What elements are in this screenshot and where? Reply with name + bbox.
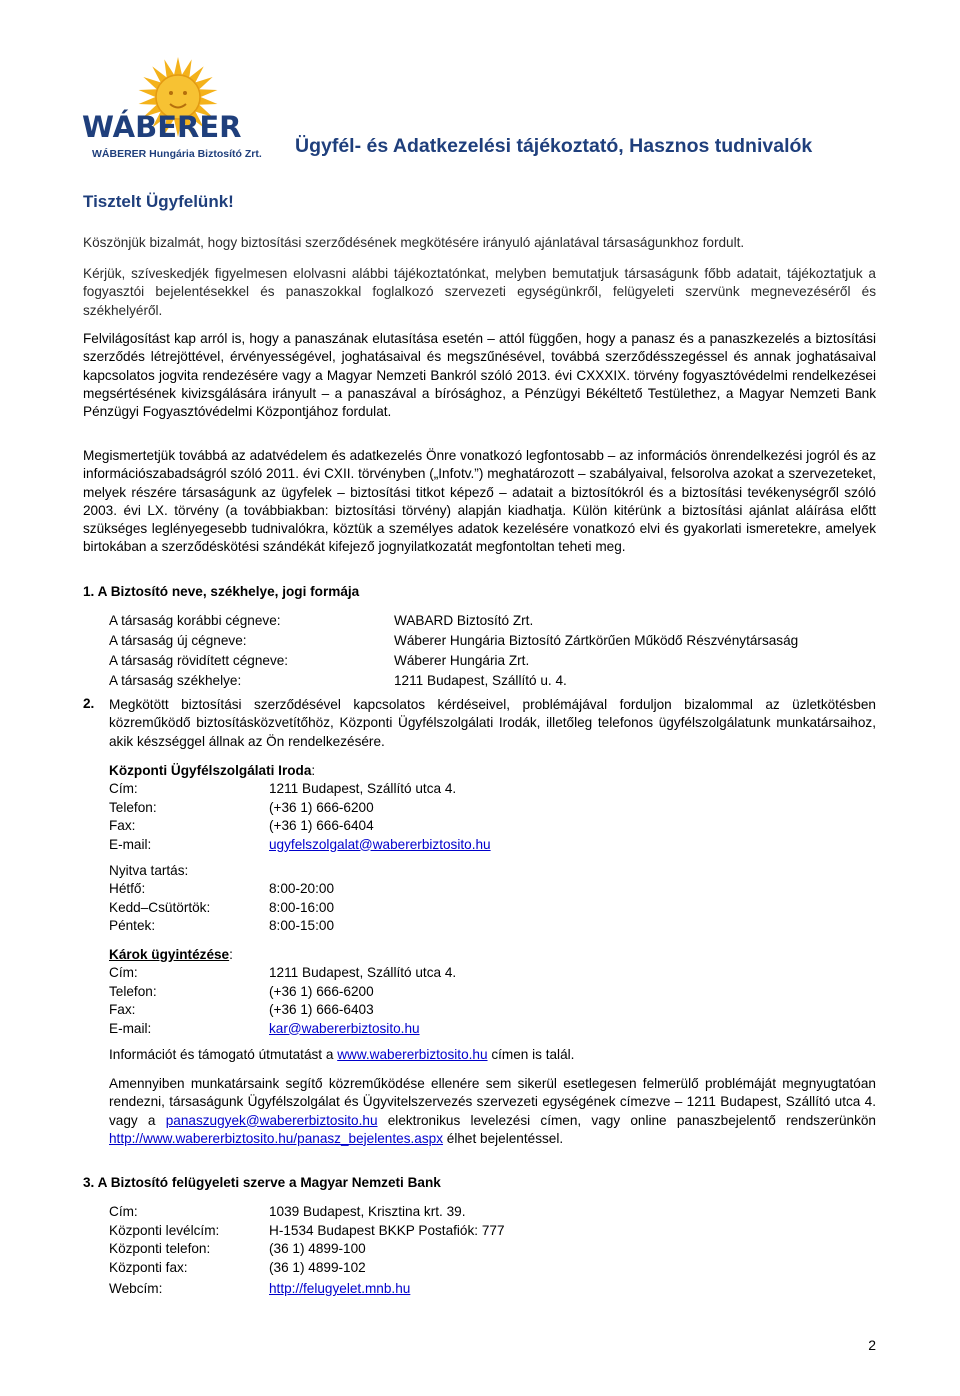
section-2-number: 2. bbox=[83, 696, 95, 711]
office-title: Központi Ügyfélszolgálati Iroda: bbox=[109, 763, 316, 778]
office-contacts: Cím: 1211 Budapest, Szállító utca 4. Telefon: (+36 1) 666-6200 Fax: (+36 1) 666-6404 E-mail: ugyfelszolgalat@wabererbiztosito.hu bbox=[109, 780, 709, 856]
section-2-text: Megkötött biztosítási szerződésével kapcsolatos kérdéseivel, problémájával forduljon bizalommal az üzletkötésben közreműködő biztosításközvetítőhöz, Központi Ügyfélszolgálati Irodák, illetőleg telefonos ügyfélszolgálatunk munkatársaihoz, akik készséggel állnak az Ön rendelkezésére. bbox=[109, 697, 876, 749]
mnb-web-link[interactable]: http://felugyelet.mnb.hu bbox=[269, 1281, 411, 1296]
office-email-link[interactable]: ugyfelszolgalat@wabererbiztosito.hu bbox=[269, 836, 491, 852]
claims-contacts: Cím: 1211 Budapest, Szállító utca 4. Telefon: (+36 1) 666-6200 Fax: (+36 1) 666-6403 E-mail: kar@wabererbiztosito.hu bbox=[109, 964, 709, 1040]
claims-title: Károk ügyintézése: bbox=[109, 947, 233, 962]
page-number: 2 bbox=[868, 1337, 876, 1353]
intro-paragraph-1: Köszönjük bizalmát, hogy biztosítási szerződésének megkötésére irányuló ajánlatával társaságunkhoz fordult. bbox=[83, 235, 745, 250]
section-1-heading: 1. A Biztosító neve, székhelye, jogi formája bbox=[83, 584, 360, 599]
complaint-paragraph: Amennyiben munkatársaink segítő közreműködése ellenére sem sikerül esetlegesen felmerülő problémáját megnyugtatóan rendezni, társaságunk Ügyfélszolgálat és Ügyvitelszervezés szervezeti egységének címezve – 1211 Budapest, Szállító utca 4. vagy a panaszugyek@wabererbiztosito.hu elektronikus levelezési címen, vagy online panaszbejelentő rendszerünkön http://www.wabererbiztosito.hu/panasz_bejelentes.aspx élhet bejelentéssel. bbox=[109, 1076, 876, 1146]
intro-paragraph-4: Megismertetjük továbbá az adatvédelem és adatkezelés Önre vonatkozó legfontosabb – az információs önrendelkezési jogról és az információszabadságról szóló 2011. évi CXII. törvényben („Infotv.”) meghatározott – szabályaival, felsorolva azokat a szervezeteket, melyek részére társaságunk az ügyfelek – biztosítási titkot képező – adatait a biztosítókról és a biztosítási tevékenységről szóló 2003. évi LX. törvény (a továbbiakban: biztosítási törvény) alapján kiadhatja. Külön kitérünk a biztosítási ajánlat aláírása előtt szükséges leglényegesebb tudnivalókra, köztük a személyes adatok kezelésére vonatkozó elvi és gyakorlati ismeretekre, amelyek birtokában a szerződéskötési szándékát kifejező jognyilatkozatát megfontoltan teheti meg. bbox=[83, 448, 876, 555]
opening-hours-title: Nyitva tartás: bbox=[109, 863, 189, 878]
website-link[interactable]: www.wabererbiztosito.hu bbox=[337, 1047, 488, 1062]
brand-wordmark: WÁBERER bbox=[82, 110, 242, 144]
page-title: Ügyfél- és Adatkezelési tájékoztató, Hasznos tudnivalók bbox=[295, 135, 813, 157]
section-3-heading: 3. A Biztosító felügyeleti szerve a Magyar Nemzeti Bank bbox=[83, 1175, 441, 1190]
info-line: Információt és támogató útmutatást a www.wabererbiztosito.hu címen is talál. bbox=[109, 1047, 575, 1062]
opening-hours: Hétfő: 8:00-20:00 Kedd–Csütörtök: 8:00-16:00 Péntek: 8:00-15:00 bbox=[109, 881, 335, 933]
complaint-url-link[interactable]: http://www.wabererbiztosito.hu/panasz_bejelentes.aspx bbox=[109, 1130, 443, 1146]
intro-paragraph-2: Kérjük, szíveskedjék figyelmesen elolvasni alábbi tájékoztatónkat, melyben bemutatjuk társaságunk főbb adatait, tájékoztatjuk a fogyasztói bejelentésekkel és panaszokkal foglalkozó szervezeti egységünkről, felügyeleti szervünk megnevezéséről és székhelyéről. bbox=[83, 266, 876, 318]
company-details: A társaság korábbi cégneve: WABARD Biztosító Zrt. A társaság új cégneve: Wáberer Hungária Biztosító Zártkörűen Működő Részvénytársaság A társaság rövidített cégneve: Wáberer Hungária Zrt. A társaság székhelye: 1211 Budapest, Szállító u. 4. bbox=[109, 613, 799, 688]
greeting: Tisztelt Ügyfelünk! bbox=[83, 192, 234, 211]
brand-subtitle: WÁBERER Hungária Biztosító Zrt. bbox=[92, 148, 262, 160]
intro-paragraph-3: Felvilágosítást kap arról is, hogy a panaszának elutasítása esetén – attól függően, hogy a panasz és a panaszkezelés a biztosítási szerződés létrejöttével, érvényességével, joghatásaival és megszűnésével, továbbá szerződésszegéssel és annak joghatásaival kapcsolatos jogvita rendezésére vagy a Magyar Nemzeti Bankról szóló 2013. évi CXXXIX. törvény fogyasztóvédelmi rendelkezései megsértésének kivizsgálására irányult – a panaszával a bírósághoz, a Pénzügyi Békéltető Testülethez, a Magyar Nemzeti Bank Pénzügyi Fogyasztóvédelmi Központjához fordulat. bbox=[83, 331, 876, 420]
supervisor-details: Cím: 1039 Budapest, Krisztina krt. 39. Központi levélcím: H-1534 Budapest BKKP Postafiók: 777 Központi telefon: (36 1) 4899-100 Központi fax: (36 1) 4899-102 Webcím: http://felugyelet.mnb.hu bbox=[109, 1203, 709, 1303]
claims-email-link[interactable]: kar@wabererbiztosito.hu bbox=[269, 1020, 420, 1036]
complaint-email-link[interactable]: panaszugyek@wabererbiztosito.hu bbox=[165, 1112, 378, 1128]
